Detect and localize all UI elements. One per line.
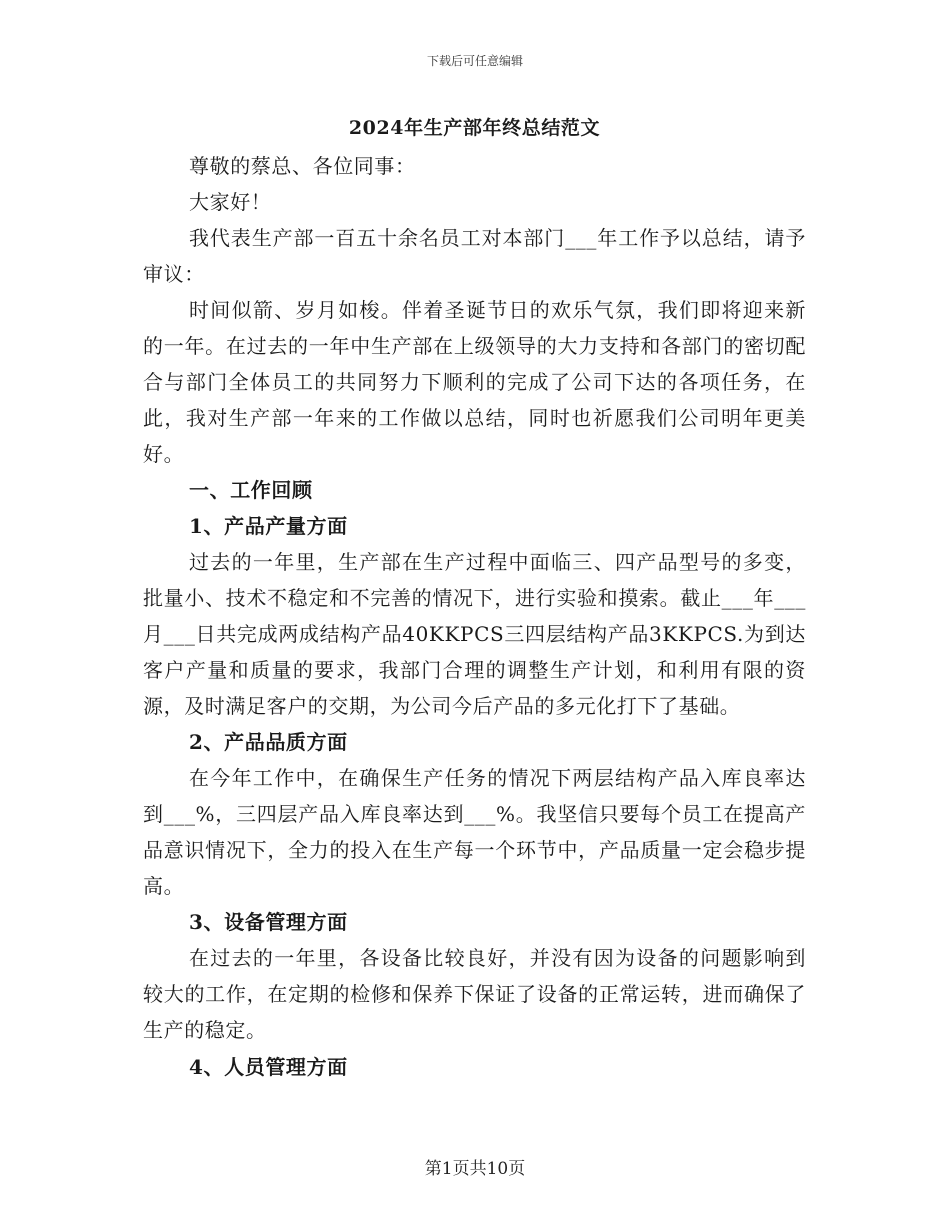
document-title: 2024年生产部年终总结范文 [348,117,601,139]
section-heading-review: 一、工作回顾 [189,478,313,502]
subheading-quality: 2、产品品质方面 [189,730,348,754]
quality-paragraph: 在今年工作中，在确保生产任务的情况下两层结构产品入库良率达到___%，三四层产品入库良率达到___%。我坚信只要每个员工在提高产品意识情况下，全力的投入在生产每一个环节中，产品质量一定会稳步提高。 [143,766,806,898]
hello-line: 大家好！ [189,190,272,214]
subheading-equipment: 3、设备管理方面 [189,910,348,934]
subheading-output: 1、产品产量方面 [189,514,348,538]
greeting: 尊敬的蔡总、各位同事： [189,154,416,178]
opening-paragraph: 时间似箭、岁月如梭。伴着圣诞节日的欢乐气氛，我们即将迎来新的一年。在过去的一年中生产部在上级领导的大力支持和各部门的密切配合与部门全体员工的共同努力下顺利的完成了公司下达的各项任务，在此，我对生产部一年来的工作做以总结，同时也祈愿我们公司明年更美好。 [143,298,806,466]
document-body [143,108,806,1085]
page-footer: 第1页共10页 [424,1159,526,1179]
output-paragraph: 过去的一年里，生产部在生产过程中面临三、四产品型号的多变，批量小、技术不稳定和不完善的情况下，进行实验和摸索。截止___年___月___日共完成两成结构产品40KKPCS三四层结构产品3KKPCS.为到达客户产量和质量的要求，我部门合理的调整生产计划，和利用有限的资源，及时满足客户的交期，为公司今后产品的多元化打下了基础。 [143,550,806,718]
intro-paragraph: 我代表生产部一百五十余名员工对本部门___年工作予以总结，请予审议： [143,226,806,286]
subheading-personnel: 4、人员管理方面 [189,1055,348,1079]
equipment-paragraph: 在过去的一年里，各设备比较良好，并没有因为设备的问题影响到较大的工作，在定期的检修和保养下保证了设备的正常运转，进而确保了生产的稳定。 [143,946,806,1042]
header-note: 下载后可任意编辑 [426,54,523,68]
